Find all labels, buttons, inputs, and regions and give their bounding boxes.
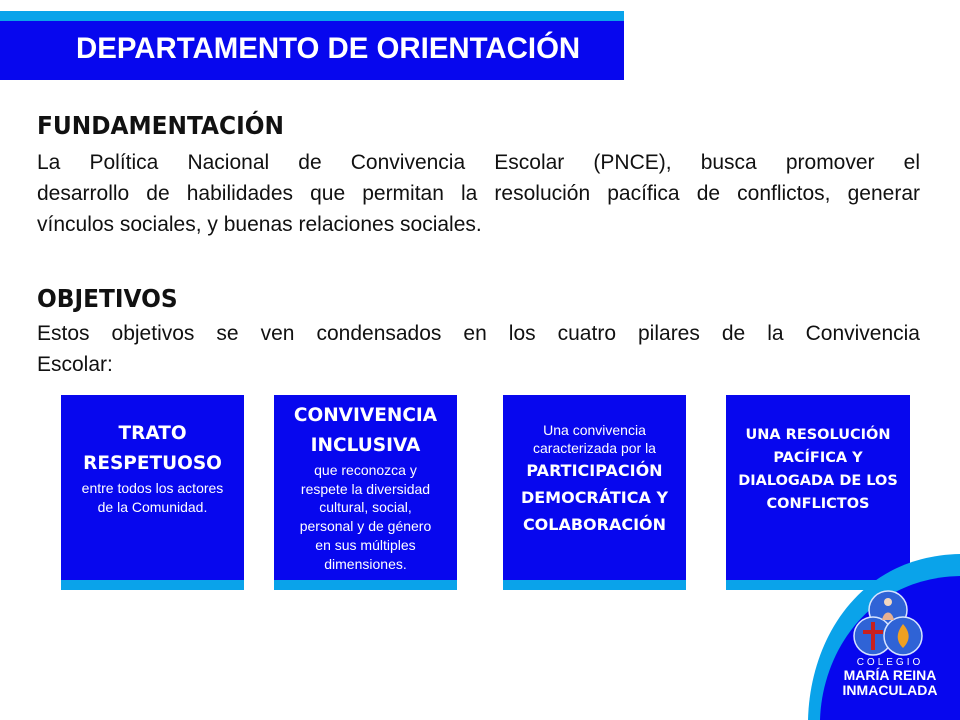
paragraph-line: Estos objetivos se ven condensados en los cuatro pilares de la Convivencia bbox=[37, 322, 920, 345]
pillar-desc-line: entre todos los actores bbox=[81, 480, 224, 496]
pillar-title-line: PARTICIPACIÓN bbox=[526, 461, 663, 480]
logo-cross-horizontal bbox=[863, 630, 883, 634]
pillar-desc-line: dimensiones. bbox=[324, 555, 407, 572]
page-title: DEPARTAMENTO DE ORIENTACIÓN bbox=[76, 32, 581, 65]
logo-text-name bbox=[829, 668, 951, 698]
pillar-desc-line: personal y de género bbox=[299, 518, 432, 535]
logo-text-colegio: COLEGIO bbox=[856, 657, 924, 668]
pillar-title-line: INCLUSIVA bbox=[310, 435, 421, 456]
pillar-title-line: PACÍFICA Y bbox=[773, 450, 863, 466]
pillar-card-convivencia-inclusiva bbox=[274, 395, 457, 590]
header-accent-stripe bbox=[0, 11, 624, 21]
pillar-intro-line: Una convivencia bbox=[543, 422, 646, 438]
section-heading-fundamentacion: FUNDAMENTACIÓN bbox=[37, 111, 284, 140]
pillar-desc-line: cultural, social, bbox=[319, 499, 412, 516]
objetivos-paragraph bbox=[37, 318, 920, 380]
pillar-desc-line: que reconozca y bbox=[314, 462, 417, 478]
paragraph-line: vínculos sociales, y buenas relaciones sociales. bbox=[37, 213, 482, 236]
pillar-title-line: COLABORACIÓN bbox=[522, 515, 667, 534]
pillar-title-line: CONFLICTOS bbox=[766, 496, 870, 512]
logo-text-line: INMACULADA bbox=[842, 682, 938, 698]
pillar-title-line: TRATO bbox=[118, 423, 187, 444]
logo-cross-vertical bbox=[871, 622, 875, 650]
pillar-title-line: UNA RESOLUCIÓN bbox=[745, 427, 891, 443]
pillar-desc-line: respete la diversidad bbox=[300, 480, 431, 497]
logo-text-line: MARÍA REINA bbox=[843, 667, 937, 683]
pillar-card-trato-respetuoso bbox=[61, 395, 244, 590]
pillar-card-participacion bbox=[503, 395, 686, 590]
paragraph-line: desarrollo de habilidades que permitan la resolución pacífica de conflictos, generar bbox=[37, 182, 920, 205]
logo-figure-head bbox=[884, 598, 892, 606]
pillar-title-line: CONVIVENCIA bbox=[293, 405, 438, 426]
pillar-title-line: RESPETUOSO bbox=[83, 453, 222, 474]
paragraph-line: Escolar: bbox=[37, 353, 113, 376]
pillar-title-line: DEMOCRÁTICA Y bbox=[520, 488, 669, 507]
section-heading-objetivos: OBJETIVOS bbox=[37, 284, 178, 313]
pillar-desc-line: en sus múltiples bbox=[315, 536, 416, 553]
pillar-title-line: DIALOGADA DE LOS bbox=[738, 473, 898, 489]
paragraph-line: La Política Nacional de Convivencia Escolar (PNCE), busca promover el bbox=[37, 151, 920, 174]
pillar-desc-line: de la Comunidad. bbox=[97, 499, 208, 515]
fundamentacion-paragraph bbox=[37, 147, 920, 240]
pillar-intro-line: caracterizada por la bbox=[533, 440, 656, 456]
